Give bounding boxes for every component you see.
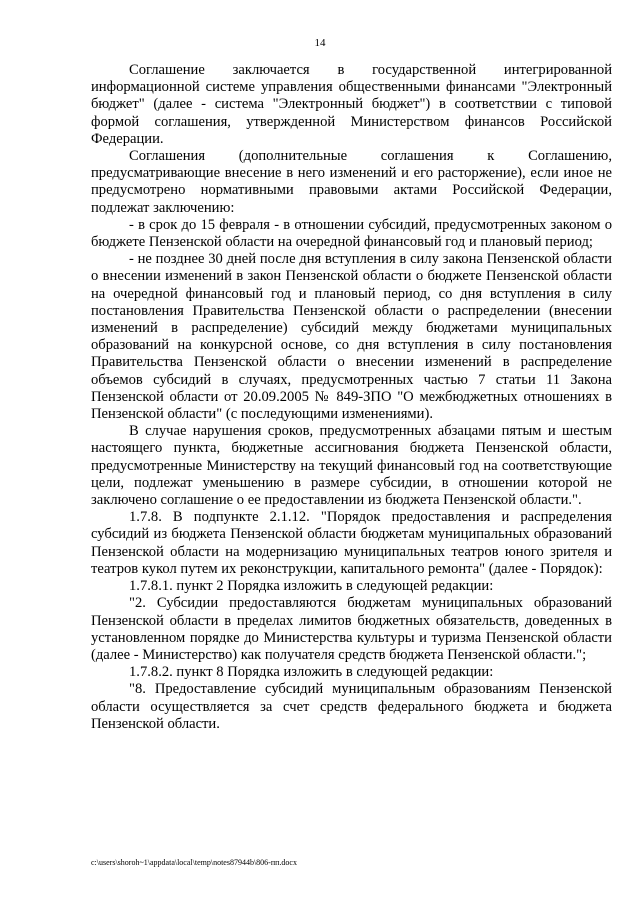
paragraph: - не позднее 30 дней после дня вступления в силу закона Пензенской области о внесении изменений в закон Пензенской области о бюджете Пензенской области на очередной финансовый год и плановый период, со дня вступления в силу постановления Правительства Пензенской области о распределении (внесении изменений в распределение) субсидий между бюджетами муниципальных образований на конкурсной основе, со дня вступления в силу постановления Правительства Пензенской области о внесении изменений в распределение объемов субсидий в случаях, предусмотренных частью 7 статьи 11 Закона Пензенской области от 20.09.2005 № 849-ЗПО "О межбюджетных отношениях в Пензенской области" (с последующими изменениями). [91, 251, 612, 423]
paragraph: 1.7.8.1. пункт 2 Порядка изложить в следующей редакции: [129, 578, 494, 595]
paragraph: Соглашение заключается в государственной интегрированной информационной системе управления общественными финансами "Электронный бюджет" (далее - система "Электронный бюджет") в соответствии с типовой формой соглашения, утвержденной Министерством финансов Российской Федерации. [91, 62, 612, 147]
footer-file-path: c:\users\shoroh~1\appdata\local\temp\notes87944b\806-пп.docx [91, 858, 297, 867]
document-body [91, 62, 612, 733]
paragraph: 1.7.8. В подпункте 2.1.12. "Порядок предоставления и распределения субсидий из бюджета Пензенской области бюджетам муниципальных образований Пензенской области на модернизацию муниципальных театров юного зрителя и театров кукол путем их реконструкции, капитального ремонта" (далее - Порядок): [91, 509, 612, 577]
page-number: 14 [314, 37, 326, 49]
paragraph: - в срок до 15 февраля - в отношении субсидий, предусмотренных законом о бюджете Пензенской области на очередной финансовый год и плановый период; [91, 216, 612, 251]
paragraph: В случае нарушения сроков, предусмотренных абзацами пятым и шестым настоящего пункта, бюджетные ассигнования бюджета Пензенской области, предусмотренные Министерству на текущий финансовый год на соответствующие цели, подлежат уменьшению в размере субсидии, в отношении которой не заключено соглашение о ее предоставлении из бюджета Пензенской области.". [91, 423, 612, 509]
paragraph: Соглашения (дополнительные соглашения к Соглашению, предусматривающие внесение в него изменений и его расторжение), если иное не предусмотрено нормативными правовыми актами Российской Федерации, подлежат заключению: [91, 148, 612, 216]
paragraph: "8. Предоставление субсидий муниципальным образованиям Пензенской области осуществляется за счет средств федерального бюджета и бюджета Пензенской области. [91, 681, 612, 732]
paragraph: "2. Субсидии предоставляются бюджетам муниципальных образований Пензенской области в пределах лимитов бюджетных обязательств, доведенных в установленном порядке до Министерства культуры и туризма Пензенской области (далее - Министерство) как получателя средств бюджета Пензенской области."; [91, 595, 612, 663]
paragraph: 1.7.8.2. пункт 8 Порядка изложить в следующей редакции: [129, 664, 494, 681]
